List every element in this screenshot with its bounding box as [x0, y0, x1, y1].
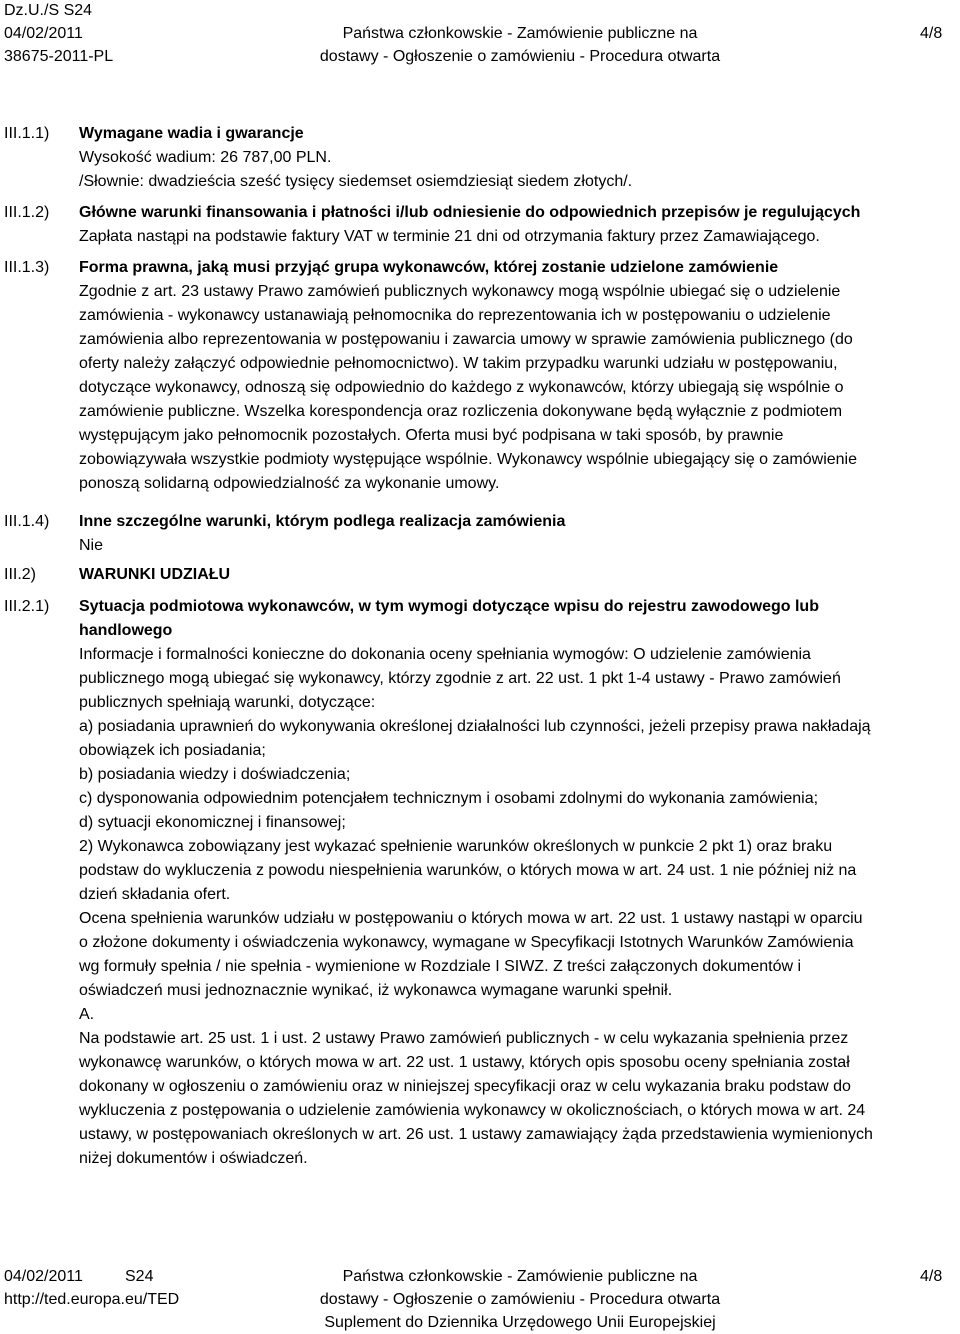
section-heading: Inne szczególne warunki, którym podlega realizacja zamówienia [79, 513, 566, 530]
text-line: publicznego mogą ubiegać się wykonawcy, którzy zgodnie z art. 22 ust. 1 pkt 1-4 ustawy - Prawo zamówień [79, 670, 841, 687]
section-deposit-guarantees [79, 122, 959, 194]
text-line: A. [79, 1006, 95, 1023]
text-line: obowiązek ich posiadania; [79, 742, 266, 759]
text-line: zamówienia - wykonawcy ustanawiają pełnomocnika do reprezentowania ich w postępowaniu o udzielenie [79, 307, 831, 324]
header-page-number: 4/8 [920, 25, 943, 42]
footer-title-line1: Państwa członkowskie - Zamówienie publiczne na [342, 1268, 698, 1285]
text-line: zamówienia albo reprezentowania w postępowaniu i zawarcia umowy w sprawie zamówienia publicznego (do [79, 331, 853, 348]
text-line: zobowiązywała wszystkie podmioty występujące wspólnie. Wykonawcy wspólnie ubiegający się o zamówienie [79, 451, 857, 468]
text-line: Nie [79, 537, 104, 554]
section-number: III.1.3) [4, 259, 50, 276]
section-number: III.1.4) [4, 513, 50, 530]
text-line: Ocena spełnienia warunków udziału w postępowaniu o których mowa w art. 22 ust. 1 ustawy nastąpi w oparciu [79, 910, 863, 927]
section-special-conditions [79, 510, 959, 558]
document-number: 38675-2011-PL [4, 48, 114, 65]
text-line: o złożone dokumenty i oświadczenia wykonawcy, wymagane w Specyfikacji Istotnych Warunków Zamówienia [79, 934, 854, 951]
text-line: b) posiadania wiedzy i doświadczenia; [79, 766, 351, 783]
text-line: Informacje i formalności konieczne do dokonania oceny spełniania wymogów: O udzielenie zamówienia [79, 646, 811, 663]
section-heading: Forma prawna, jaką musi przyjąć grupa wykonawców, której zostanie udzielone zamówienie [79, 259, 779, 276]
text-line: dotyczące wykonawcy, odnoszą się odpowiednio do każdego z wykonawców, którzy ubiegają się wspólnie o [79, 379, 844, 396]
text-line: dokonany w ogłoszeniu o zamówieniu oraz w niniejszej specyfikacji oraz w celu wykazania braku podstaw do [79, 1078, 851, 1095]
section-heading: Główne warunki finansowania i płatności i/lub odniesienie do odpowiednich przepisów je regulujących [79, 204, 861, 221]
text-line: Zapłata nastąpi na podstawie faktury VAT w terminie 21 dni od otrzymania faktury przez Zamawiającego. [79, 228, 820, 245]
text-line: zamówienie publiczne. Wszelka korespondencja oraz rozliczenia dokonywane będą wyłącznie z podmiotem [79, 403, 843, 420]
section-number: III.1.1) [4, 125, 50, 142]
header-title-line2: dostawy - Ogłoszenie o zamówieniu - Procedura otwarta [319, 48, 721, 65]
section-contractor-situation [79, 595, 959, 1171]
text-line: /Słownie: dwadzieścia sześć tysięcy siedemset osiemdziesiąt siedem złotych/. [79, 173, 633, 190]
section-heading: Wymagane wadia i gwarancje [79, 125, 304, 142]
section-participation-conditions [79, 563, 959, 587]
text-line: niżej dokumentów i oświadczeń. [79, 1150, 308, 1167]
footer-page-number: 4/8 [920, 1268, 943, 1285]
text-line: wykluczenia z postępowania o udzielenie zamówienia wykonawcy w okolicznościach, o których mowa w art. 24 [79, 1102, 866, 1119]
header-title-line1: Państwa członkowskie - Zamówienie publiczne na [342, 25, 698, 42]
text-line: 2) Wykonawca zobowiązany jest wykazać spełnienie warunków określonych w punkcie 2 pkt 1) oraz braku [79, 838, 833, 855]
text-line: a) posiadania uprawnień do wykonywania określonej działalności lub czynności, jeżeli przepisy prawa nakładają [79, 718, 871, 735]
text-line: oferty należy załączyć odpowiednie pełnomocnictwo). W takim przypadku warunki udziału w postępowaniu, [79, 355, 838, 372]
section-number: III.2) [4, 566, 37, 583]
text-line: wg formuły spełnia / nie spełnia - wymienione w Rozdziale I SIWZ. Z treści załączonych dokumentów i [79, 958, 802, 975]
text-line: Zgodnie z art. 23 ustawy Prawo zamówień publicznych wykonawcy mogą wspólnie ubiegać się o udzielenie [79, 283, 841, 300]
footer-series: S24 [125, 1268, 154, 1285]
footer-url: http://ted.europa.eu/TED [4, 1291, 180, 1308]
text-line: Wysokość wadium: 26 787,00 PLN. [79, 149, 332, 166]
footer-title-line2: dostawy - Ogłoszenie o zamówieniu - Procedura otwarta [319, 1291, 721, 1308]
text-line: ponoszą solidarną odpowiedzialność za wykonanie umowy. [79, 475, 500, 492]
text-line: d) sytuacji ekonomicznej i finansowej; [79, 814, 346, 831]
text-line: występującym jako pełnomocnik pozostałych. Oferta musi być podpisana w taki sposób, by prawnie [79, 427, 784, 444]
section-number: III.1.2) [4, 204, 50, 221]
section-heading: Sytuacja podmiotowa wykonawców, w tym wymogi dotyczące wpisu do rejestru zawodowego lub [79, 598, 819, 615]
journal-reference: Dz.U./S S24 [4, 2, 93, 19]
footer-date: 04/02/2011 [4, 1268, 83, 1285]
text-line: wykonawcę warunków, o których mowa w art. 22 ust. 1 ustawy, których opis sposobu oceny spełniania został [79, 1054, 850, 1071]
section-heading: handlowego [79, 622, 173, 639]
section-heading: WARUNKI UDZIAŁU [79, 566, 231, 583]
text-line: podstaw do wykluczenia z powodu niespełnienia warunków, o których mowa w art. 24 ust. 1 nie później niż na [79, 862, 857, 879]
text-line: dzień składania ofert. [79, 886, 231, 903]
text-line: c) dysponowania odpowiednim potencjałem technicznym i osobami zdolnymi do wykonania zamówienia; [79, 790, 819, 807]
text-line: publicznych spełniają warunki, dotyczące: [79, 694, 376, 711]
section-number: III.2.1) [4, 598, 50, 615]
text-line: oświadczeń musi jednoznacznie wynikać, iż wykonawca wymagane warunki spełnił. [79, 982, 673, 999]
footer-supplement-title: Suplement do Dziennika Urzędowego Unii Europejskiej [324, 1314, 716, 1331]
section-financing-terms [79, 201, 959, 249]
text-line: Na podstawie art. 25 ust. 1 i ust. 2 ustawy Prawo zamówień publicznych - w celu wykazania spełnienia przez [79, 1030, 849, 1047]
text-line: ustawy, w postępowaniach określonych w art. 26 ust. 1 ustawy zamawiający żąda przedstawienia wymienionych [79, 1126, 873, 1143]
header-date: 04/02/2011 [4, 25, 83, 42]
section-legal-form [79, 256, 959, 496]
